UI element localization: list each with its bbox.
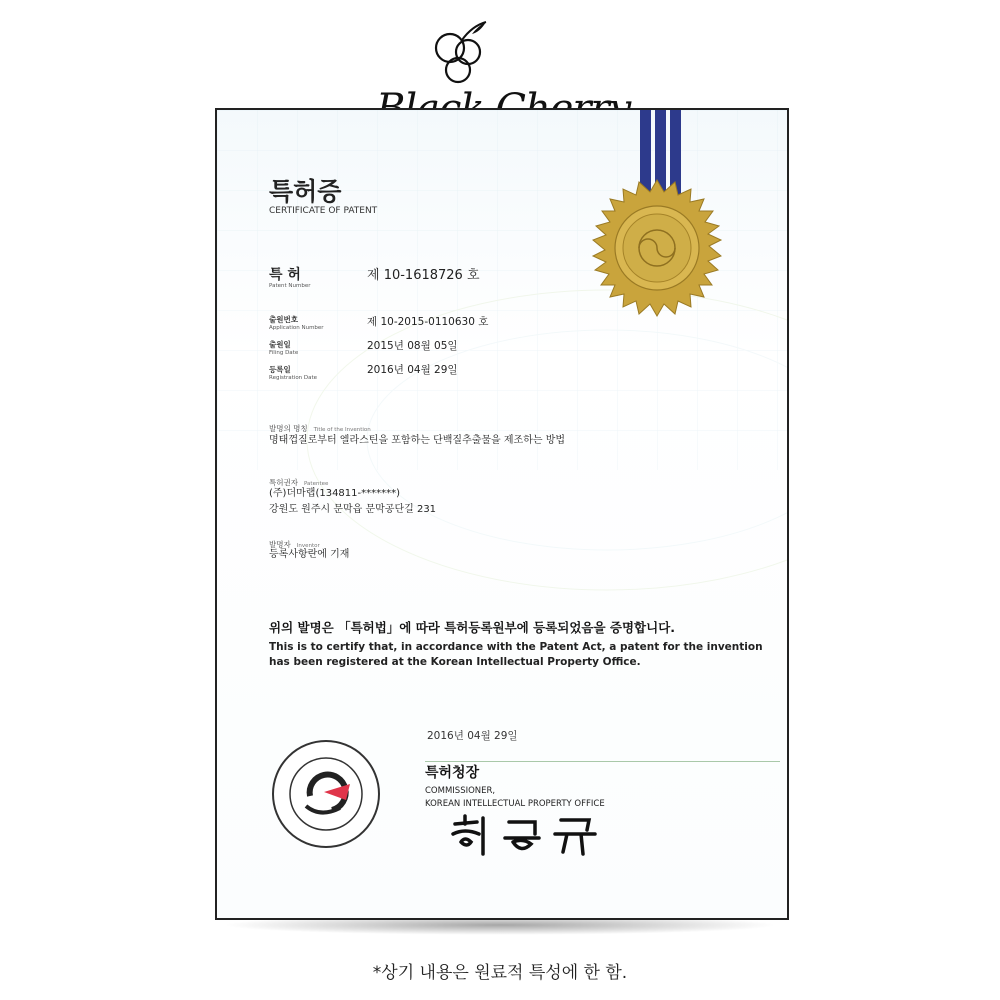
patent-certificate	[215, 108, 789, 920]
filing-date-value: 2015년 08월 05일	[367, 340, 458, 352]
patent-number-label-en: Patent Number	[269, 283, 311, 289]
patentee-label: 특허권자	[269, 478, 298, 487]
commissioner-office-en: KOREAN INTELLECTUAL PROPERTY OFFICE	[425, 799, 605, 809]
patentee-address: 강원도 원주시 문막읍 문막공단길 231	[269, 504, 437, 515]
patentee-name: (주)더마랩(134811-*******)	[269, 488, 401, 499]
patentee-label-en: Patentee	[303, 481, 329, 487]
certification-statement-en: This is to certify that, in accordance with the Patent Act, a patent for the invention has been registered at the Korean Intellectual Property Office.	[269, 641, 763, 668]
registration-date-label-en: Registration Date	[269, 375, 318, 381]
certification-statement-ko: 위의 발명은 「특허법」에 따라 특허등록원부에 등록되었음을 증명합니다.	[269, 620, 676, 635]
invention-title-label: 발명의 명칭	[269, 424, 308, 433]
certificate-title-en: CERTIFICATE OF PATENT	[269, 206, 378, 216]
registration-date-value: 2016년 04월 29일	[367, 364, 458, 376]
footnote: *상기 내용은 원료적 특성에 한 함.	[372, 963, 628, 983]
application-number-value: 제 10-2015-0110630 호	[367, 316, 489, 328]
patent-number-value: 제 10-1618726 호	[367, 268, 480, 283]
application-number-label: 출원번호	[269, 315, 298, 324]
registration-date-label: 등록일	[269, 365, 291, 374]
commissioner-signature	[447, 812, 617, 862]
inventor-label-en: Inventor	[296, 543, 320, 549]
invention-title-label-en: Title of the Invention	[313, 427, 371, 433]
invention-title-value: 명태껍질로부터 엘라스틴을 포함하는 단백질추출물을 제조하는 방법	[269, 435, 566, 446]
patent-number-label: 특 허	[269, 267, 301, 283]
filing-date-label-en: Filing Date	[269, 350, 299, 356]
application-number-label-en: Application Number	[269, 325, 324, 331]
gold-seal-icon	[587, 178, 727, 318]
inventor-value: 등록사항란에 기재	[269, 549, 350, 560]
cherry-logo-icon	[400, 18, 490, 88]
inventor-label: 발명자	[269, 540, 291, 549]
commissioner-title-en: COMMISSIONER,	[425, 786, 496, 796]
issue-date: 2016년 04월 29일	[427, 730, 518, 742]
certificate-title: 특허증	[269, 177, 342, 206]
kipo-emblem-icon	[270, 738, 382, 850]
filing-date-label: 출원일	[269, 340, 291, 349]
commissioner-title-ko: 특허청장	[425, 765, 480, 781]
